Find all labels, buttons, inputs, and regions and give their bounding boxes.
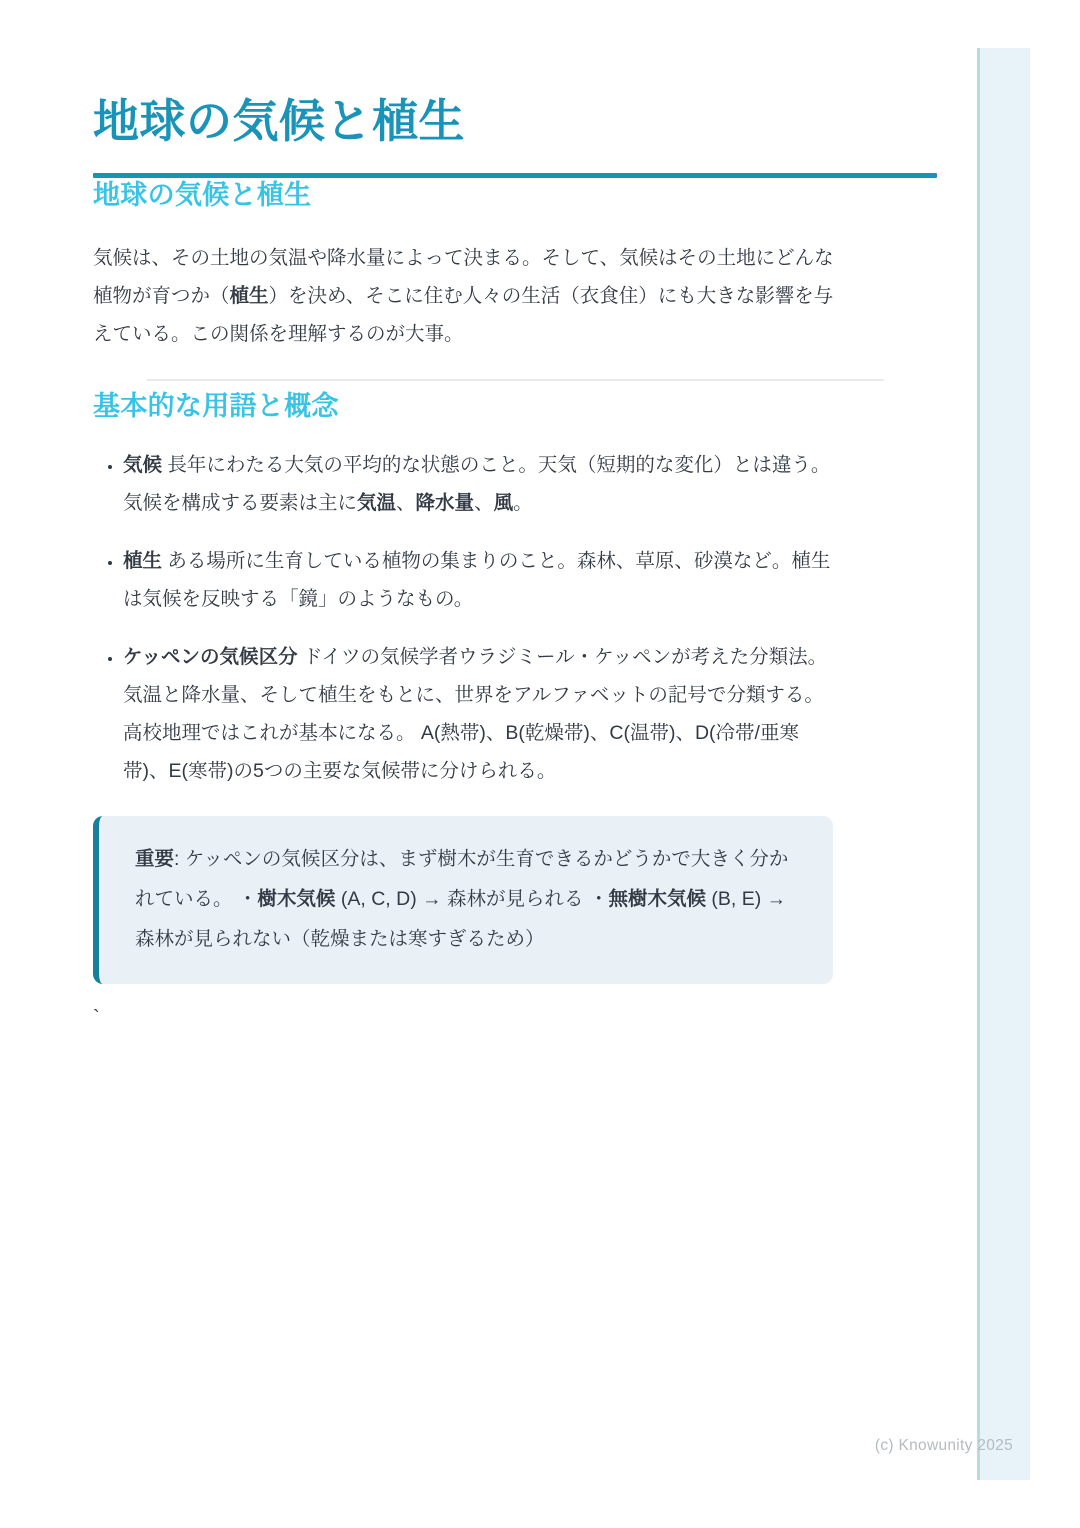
right-accent-bar [977,48,1030,1480]
text-segment: 気候 [123,454,163,477]
terms-list [93,446,835,790]
intro-paragraph [93,239,835,353]
text-segment: 重要 [135,848,175,871]
text-segment: ）を決め、そこに住む人々の生活（衣食住）にも大きな影響を与えている。この関係を理解するのが大事。 [93,285,834,346]
text-segment: 、 [474,492,494,515]
page-title: 地球の気候と植生 [93,95,465,147]
stray-backtick: ` [93,1007,100,1030]
text-segment: 、 [396,492,416,515]
text-segment: 長年にわたる大気の平均的な状態のこと。天気（短期的な変化）とは違う。 気候を構成する要素は主に [123,454,831,515]
document-page [93,0,937,1028]
text-segment: ドイツの気候学者ウラジミール・ケッペンが考えた分類法。気温と降水量、そして植生をもとに、世界をアルファベットの記号で分類する。高校地理ではこれが基本になる。 A(熱帯)、B(乾燥帯)、C(温帯)、D(冷帯/亜寒帯)、E(寒帯)の5つの主要な気候帯に分けられる。 [123,646,828,783]
text-segment: 無樹木気候 [608,888,706,911]
copyright-footer: (c) Knowunity 2025 [874,1437,1013,1454]
list-item-koeppen [123,638,835,790]
list-item-kikou [123,446,835,522]
text-segment: : ケッペンの気候区分は、まず樹木が生育できるかどうかで大きく分かれている。 ・ [135,848,789,911]
section-divider [147,379,884,381]
text-segment: 樹木気候 [257,888,336,911]
list-item-shokusei [123,542,835,618]
text-segment: 植生 [123,550,163,573]
text-segment: 。 [513,492,533,515]
text-segment: 植生 [229,285,269,308]
section-heading-climate: 地球の気候と植生 [93,180,312,211]
text-segment: ある場所に生育している植物の集まりのこと。森林、草原、砂漠など。植生は気候を反映する「鏡」のようなもの。 [123,550,831,611]
text-segment: 気温 [357,492,397,515]
text-segment: (B, E) → 森林が見られない（乾燥または寒すぎるため） [135,888,787,951]
important-callout [93,816,833,984]
text-segment: (A, C, D) → 森林が見られる ・ [335,888,609,911]
section-heading-terms: 基本的な用語と概念 [93,391,339,422]
text-segment: ケッペンの気候区分 [123,646,298,669]
text-segment: 気候は、その土地の気温や降水量によって決まる。そして、気候はその土地にどんな植物が育つか（ [93,247,834,308]
text-segment: 風 [493,492,514,515]
text-segment: 降水量 [415,492,475,515]
